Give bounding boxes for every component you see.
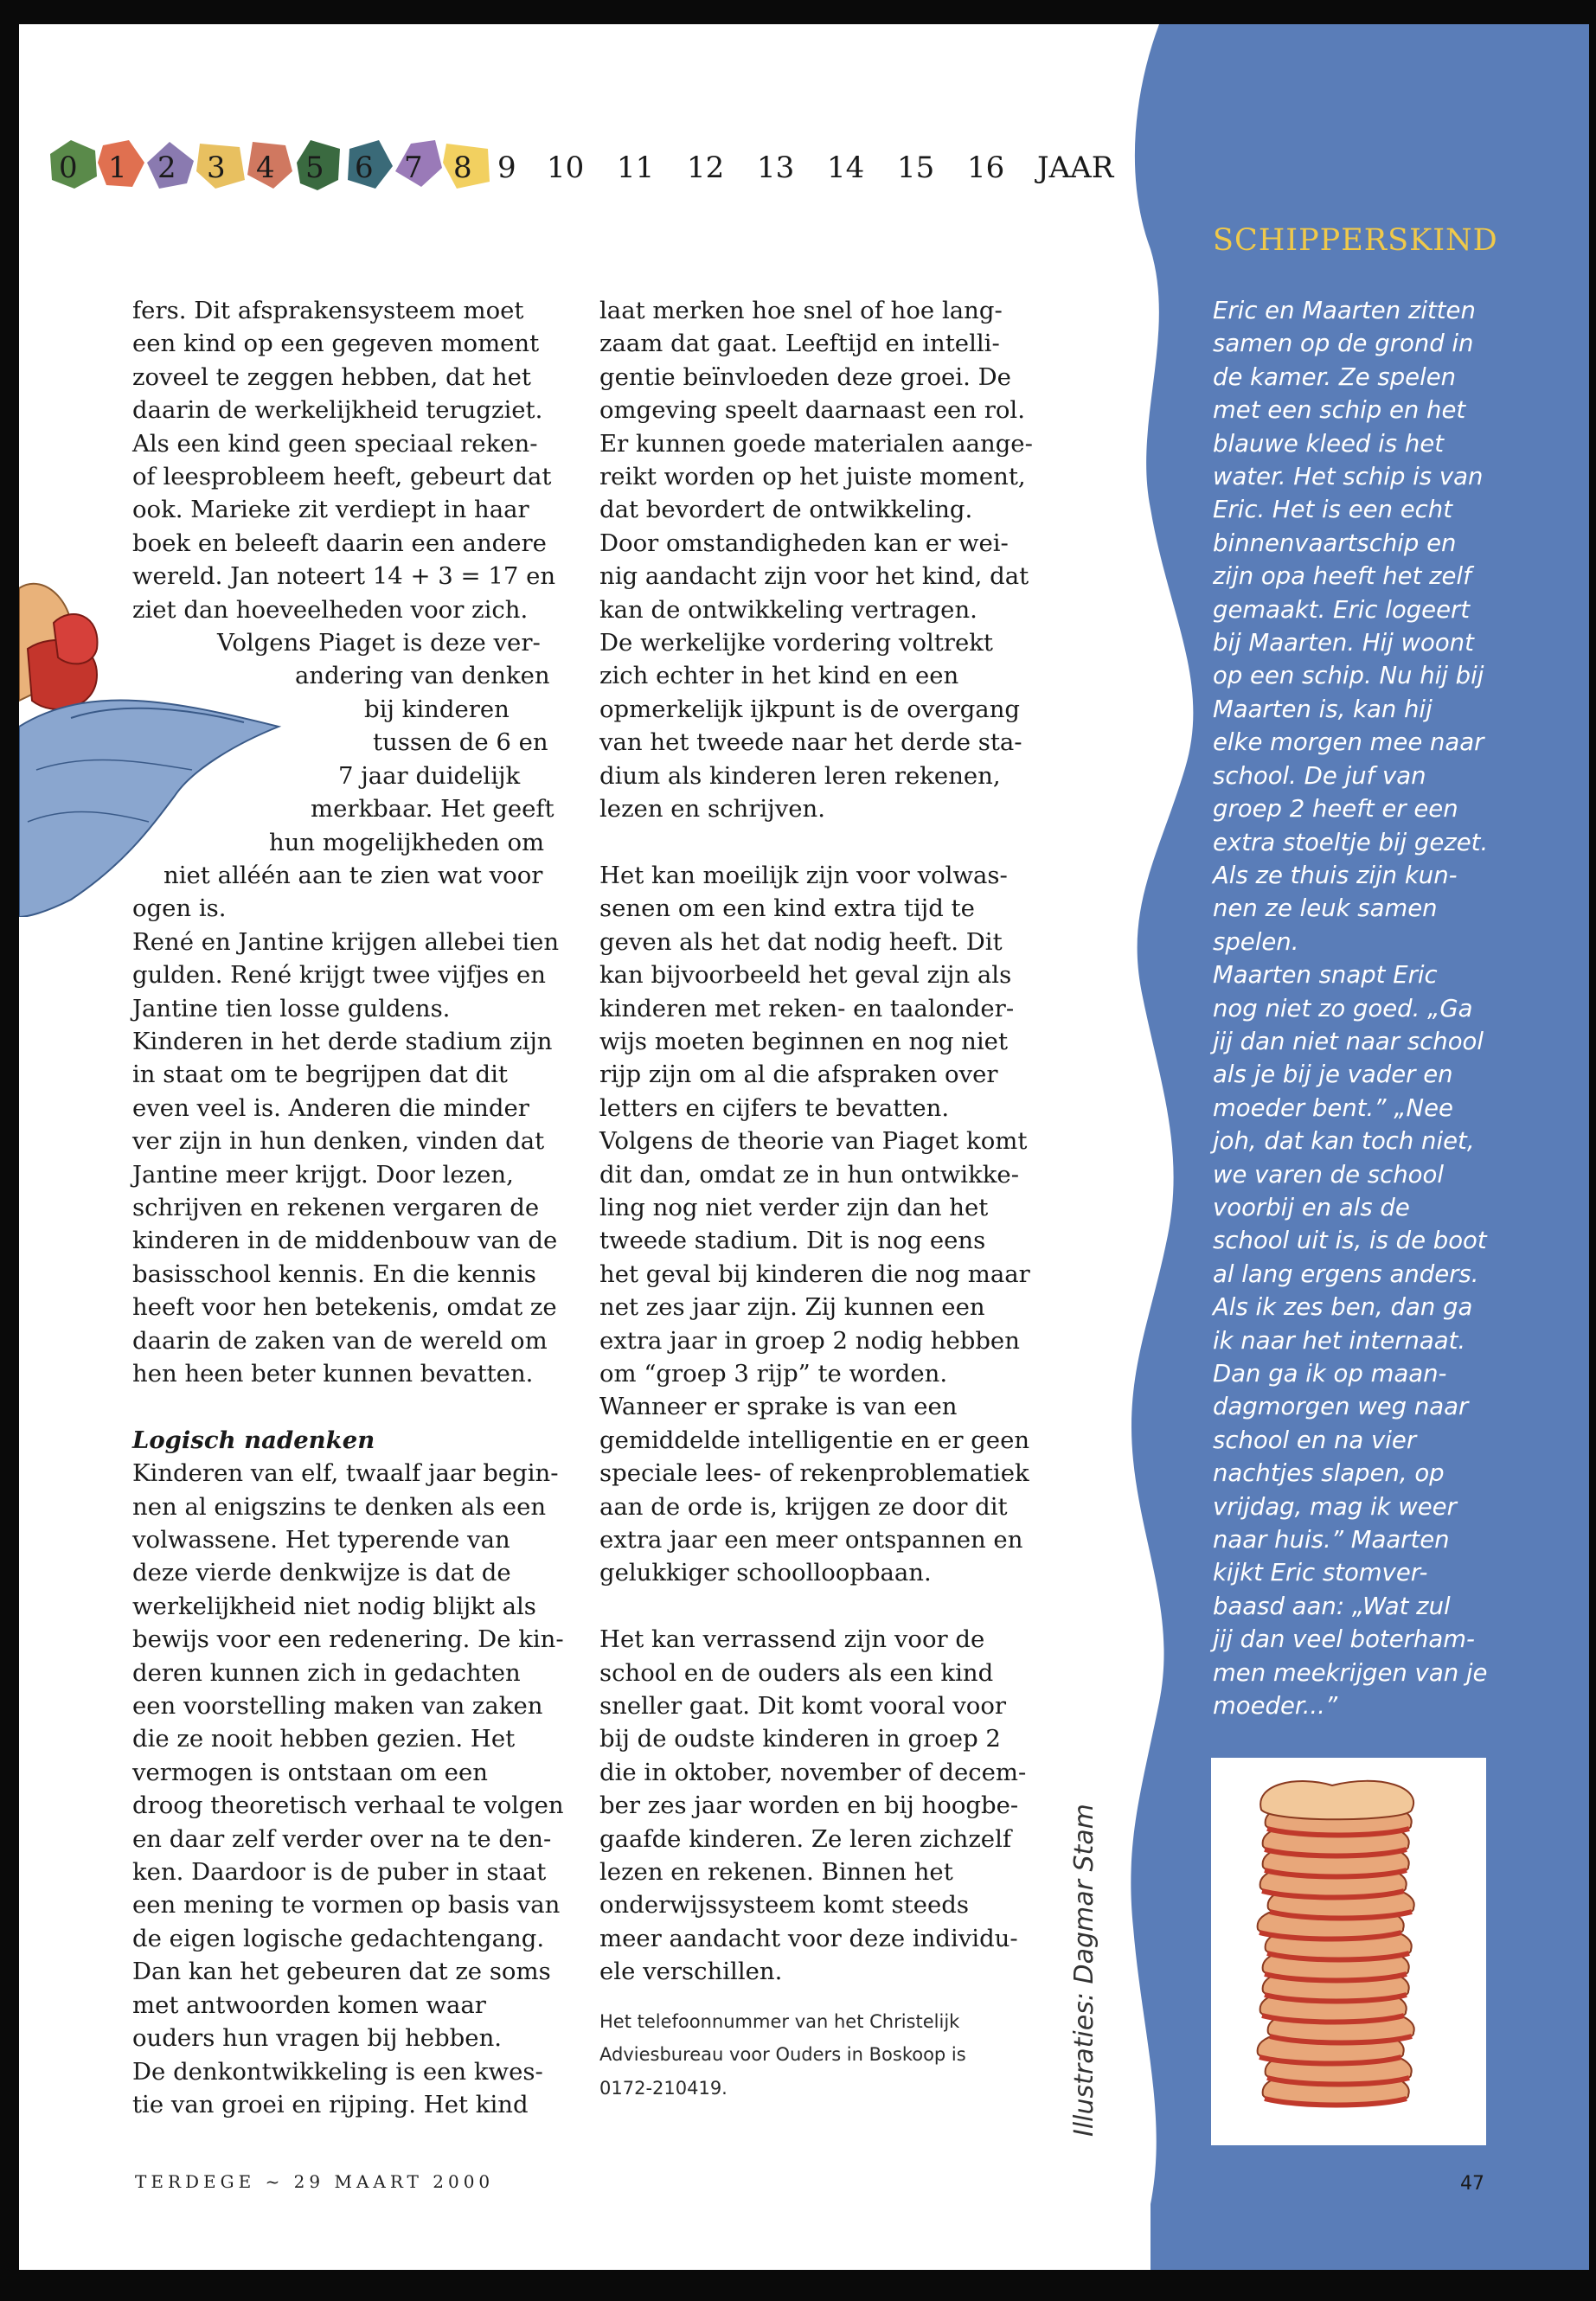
text-line: kan de ontwikkeling vertragen.	[599, 595, 977, 624]
age-number: 6	[355, 151, 374, 185]
text-line: rijp zijn om al die afspraken over	[599, 1061, 998, 1089]
sidebar-line: jij dan veel boterham-	[1213, 1625, 1475, 1654]
sidebar-line: met een schip en het	[1213, 396, 1466, 425]
text-line: in staat om te begrijpen dat dit	[132, 1061, 508, 1089]
age-number: 1	[108, 151, 127, 185]
subheading: Logisch nadenken	[132, 1426, 375, 1454]
text-line: onderwijssysteem komt steeds	[599, 1891, 969, 1920]
text-line: heeft voor hen betekenis, omdat ze	[132, 1293, 557, 1322]
age-number: 12	[687, 151, 725, 185]
text-line: ook. Marieke zit verdiept in haar	[132, 496, 529, 524]
text-line: werkelijkheid niet nodig blijkt als	[132, 1592, 536, 1620]
text-line: vermogen is ontstaan om een	[132, 1758, 488, 1786]
publication-footer: TERDEGE ~ 29 MAART 2000	[135, 2171, 495, 2192]
age-scale	[45, 137, 1170, 199]
text-line: hen heen beter kunnen bevatten.	[132, 1360, 534, 1388]
text-line: lezen en rekenen. Binnen het	[599, 1858, 953, 1887]
sidebar-line: al lang ergens anders.	[1213, 1259, 1479, 1288]
sidebar-line: school uit is, is de boot	[1213, 1227, 1487, 1255]
scan-border-top	[0, 0, 1596, 24]
text-line: dat bevordert de ontwikkeling.	[599, 496, 973, 524]
text-line: daarin de zaken van de wereld om	[132, 1326, 548, 1355]
text-line: Volgens de theorie van Piaget komt	[599, 1127, 1028, 1156]
text-line: De denkontwikkeling is een kwes-	[132, 2057, 543, 2086]
text-line: net zes jaar zijn. Zij kunnen een	[599, 1293, 985, 1322]
text-line: gulden. René krijgt twee vijfjes en	[132, 961, 546, 990]
text-line: ken. Daardoor is de puber in staat	[132, 1858, 547, 1887]
text-line: ouders hun vragen bij hebben.	[132, 2024, 503, 2053]
sidebar-line: Dan ga ik op maan-	[1213, 1360, 1447, 1388]
text-line: Het kan moeilijk zijn voor volwas-	[599, 861, 1008, 889]
age-number: 3	[207, 151, 226, 185]
age-number: 9	[497, 151, 516, 185]
text-line: lezen en schrijven.	[599, 795, 825, 824]
text-line: fers. Dit afsprakensysteem moet	[132, 297, 524, 324]
article-column-1	[132, 294, 565, 2121]
text-line: wereld. Jan noteert 14 + 3 = 17 en	[132, 562, 556, 591]
text-line: droog theoretisch verhaal te volgen	[132, 1791, 564, 1820]
text-line: René en Jantine krijgen allebei tien	[132, 927, 560, 956]
sidebar-line: als je bij je vader en	[1213, 1061, 1453, 1089]
text-line: met antwoorden komen waar	[132, 1990, 486, 2019]
sidebar-line: nog niet zo goed. „Ga	[1213, 994, 1473, 1022]
text-line: senen om een kind extra tijd te	[599, 894, 975, 923]
sidebar-line: naar huis.” Maarten	[1213, 1526, 1450, 1554]
text-line: ling nog niet verder zijn dan het	[599, 1193, 989, 1221]
sidebar-line: nachtjes slapen, op	[1213, 1459, 1445, 1488]
text-line: speciale lees- of rekenproblematiek	[599, 1459, 1029, 1488]
text-line: ele verschillen.	[599, 1958, 783, 1986]
article-column-2	[599, 294, 1032, 2105]
text-line: een kind op een gegeven moment	[132, 330, 540, 358]
text-line: even veel is. Anderen die minder	[132, 1093, 529, 1122]
text-line: tussen de 6 en	[373, 728, 548, 757]
sidebar-line: Eric. Het is een echt	[1213, 496, 1453, 524]
sidebar-line: school. De juf van	[1213, 761, 1426, 790]
text-line: ver zijn in hun denken, vinden dat	[132, 1127, 545, 1156]
sidebar-line: moeder...”	[1213, 1692, 1338, 1721]
text-line: die in oktober, november of decem-	[599, 1758, 1027, 1786]
age-number: 5	[305, 151, 324, 185]
sidebar-line: de kamer. Ze spelen	[1213, 362, 1457, 391]
text-line: school en de ouders als een kind	[599, 1658, 994, 1687]
sidebar-line: elke morgen mee naar	[1213, 728, 1484, 757]
sidebar-line: water. Het schip is van	[1213, 463, 1484, 491]
note-line: Het telefoonnummer van het Christelijk	[599, 2010, 960, 2032]
age-number: 0	[59, 151, 78, 185]
text-line: en daar zelf verder over na te den-	[132, 1824, 552, 1853]
text-line: kinderen in de middenbouw van de	[132, 1227, 558, 1255]
bread-stack-illustration	[1211, 1758, 1486, 2145]
text-line: 7 jaar duidelijk	[338, 761, 521, 790]
sidebar-line: men meekrijgen van je	[1213, 1658, 1488, 1687]
sidebar-line: zijn opa heeft het zelf	[1213, 562, 1471, 591]
age-number: 7	[404, 151, 423, 185]
text-line: andering van denken	[295, 662, 550, 690]
text-line: reikt worden op het juiste moment,	[599, 463, 1026, 491]
text-line: Er kunnen goede materialen aange-	[599, 429, 1033, 458]
text-line: bewijs voor een redenering. De kin-	[132, 1625, 564, 1654]
sidebar-line: jij dan niet naar school	[1213, 1027, 1484, 1055]
text-line: Dan kan het gebeuren dat ze soms	[132, 1958, 551, 1986]
sidebar-line: school en na vier	[1213, 1426, 1417, 1454]
text-line: een mening te vormen op basis van	[132, 1891, 561, 1920]
text-line: deren kunnen zich in gedachten	[132, 1658, 521, 1687]
sidebar-line: extra stoeltje bij gezet.	[1213, 828, 1489, 856]
sidebar-line: voorbij en als de	[1213, 1193, 1410, 1221]
text-line: wijs moeten beginnen en nog niet	[599, 1027, 1008, 1055]
text-line: De werkelijke vordering voltrekt	[599, 629, 993, 657]
sidebar-line: Eric en Maarten zitten	[1213, 297, 1476, 324]
sidebar-line: vrijdag, mag ik weer	[1213, 1492, 1457, 1521]
text-line: gelukkiger schoolloopbaan.	[599, 1559, 932, 1587]
sidebar-line: dagmorgen weg naar	[1213, 1393, 1469, 1421]
scan-border-left	[0, 0, 19, 2301]
text-line: zoveel te zeggen hebben, dat het	[132, 362, 531, 391]
age-unit: JAAR	[1037, 151, 1114, 185]
scan-border-bottom	[0, 2270, 1596, 2301]
sidebar-line: op een schip. Nu hij bij	[1213, 662, 1484, 690]
text-line: Wanneer er sprake is van een	[599, 1393, 958, 1421]
sidebar-line: binnenvaartschip en	[1213, 529, 1457, 557]
text-line: dium als kinderen leren rekenen,	[599, 761, 1001, 790]
age-number: 15	[897, 151, 935, 185]
note-line: Adviesbureau voor Ouders in Boskoop is	[599, 2044, 966, 2066]
sidebar-title: SCHIPPERSKIND	[1213, 223, 1498, 258]
text-line: ziet dan hoeveelheden voor zich.	[132, 595, 529, 624]
text-line: extra jaar een meer ontspannen en	[599, 1526, 1023, 1554]
text-line: letters en cijfers te bevatten.	[599, 1093, 950, 1122]
sidebar-line: groep 2 heeft er een	[1213, 795, 1458, 824]
age-number: 2	[157, 151, 176, 185]
age-number: 16	[967, 151, 1005, 185]
text-line: hun mogelijkheden om	[269, 828, 545, 856]
sidebar-line: blauwe kleed is het	[1213, 429, 1444, 458]
text-line: extra jaar in groep 2 nodig hebben	[599, 1326, 1020, 1355]
text-line: gemiddelde intelligentie en er geen	[599, 1426, 1030, 1454]
text-line: omgeving speelt daarnaast een rol.	[599, 396, 1025, 425]
text-line: ber zes jaar worden en bij hoogbe-	[599, 1791, 1019, 1820]
sidebar-line: joh, dat kan toch niet,	[1213, 1127, 1475, 1156]
bread-top-slice	[1260, 1781, 1413, 1819]
text-line: nen al enigszins te denken als een	[132, 1492, 547, 1521]
sidebar-line: ik naar het internaat.	[1213, 1326, 1466, 1355]
sidebar-line: baasd aan: „Wat zul	[1213, 1592, 1451, 1620]
age-number: 8	[453, 151, 472, 185]
age-number: 11	[617, 151, 655, 185]
text-line: Kinderen in het derde stadium zijn	[132, 1027, 553, 1055]
text-line: tie van groei en rijping. Het kind	[132, 2090, 529, 2118]
text-line: het geval bij kinderen die nog maar	[599, 1259, 1030, 1288]
text-line: Als een kind geen speciaal reken-	[132, 429, 538, 458]
sidebar-line: we varen de school	[1213, 1160, 1444, 1189]
sidebar-line: Als ik zes ben, dan ga	[1213, 1293, 1473, 1322]
text-line: sneller gaat. Dit komt vooral voor	[599, 1692, 1007, 1721]
text-line: volwassene. Het typerende van	[132, 1526, 510, 1554]
text-line: boek en beleeft daarin een andere	[132, 529, 547, 557]
sidebar-line: Als ze thuis zijn kun-	[1213, 861, 1458, 889]
text-line: aan de orde is, krijgen ze door dit	[599, 1492, 1008, 1521]
age-number: 14	[827, 151, 865, 185]
sidebar-line: Maarten snapt Eric	[1213, 961, 1438, 990]
text-line: een voorstelling maken van zaken	[132, 1692, 543, 1721]
text-line: bij kinderen	[364, 695, 510, 723]
illustration-credit: Illustraties: Dagmar Stam	[1069, 1804, 1099, 2137]
text-line: Volgens Piaget is deze ver-	[217, 629, 541, 657]
text-line: niet alléén aan te zien wat voor	[163, 861, 543, 889]
sidebar-line: kijkt Eric stomver-	[1213, 1559, 1428, 1587]
text-line: Door omstandigheden kan er wei-	[599, 529, 1009, 557]
text-line: Het kan verrassend zijn voor de	[599, 1625, 985, 1654]
text-line: nig aandacht zijn voor het kind, dat	[599, 562, 1029, 591]
text-line: bij de oudste kinderen in groep 2	[599, 1725, 1001, 1753]
text-line: Kinderen van elf, twaalf jaar begin-	[132, 1459, 559, 1488]
text-line: ogen is.	[132, 894, 227, 923]
text-line: zich echter in het kind en een	[599, 662, 959, 690]
sidebar-line: bij Maarten. Hij woont	[1213, 629, 1474, 657]
text-line: daarin de werkelijkheid terugziet.	[132, 396, 543, 425]
text-line: geven als het dat nodig heeft. Dit	[599, 927, 1003, 956]
age-number: 10	[547, 151, 585, 185]
text-line: kan bijvoorbeeld het geval zijn als	[599, 961, 1012, 990]
text-line: die ze nooit hebben gezien. Het	[132, 1725, 516, 1753]
sidebar-line: moeder bent.” „Nee	[1213, 1093, 1453, 1122]
text-line: kinderen met reken- en taalonder-	[599, 994, 1015, 1022]
sidebar-line: nen ze leuk samen	[1213, 894, 1438, 923]
text-line: gaafde kinderen. Ze leren zichzelf	[599, 1824, 1012, 1853]
text-line: zaam dat gaat. Leeftijd en intelli-	[599, 330, 1000, 358]
text-line: merkbaar. Het geeft	[311, 795, 554, 824]
text-line: Jantine tien losse guldens.	[132, 994, 451, 1022]
age-number: 13	[757, 151, 795, 185]
text-line: deze vierde denkwijze is dat de	[132, 1559, 511, 1587]
note-line: 0172-210419.	[599, 2077, 727, 2099]
text-line: opmerkelijk ijkpunt is de overgang	[599, 695, 1021, 723]
text-line: Jantine meer krijgt. Door lezen,	[132, 1160, 514, 1189]
text-line: of leesprobleem heeft, gebeurt dat	[132, 463, 552, 491]
sidebar-line: gemaakt. Eric logeert	[1213, 595, 1471, 624]
text-line: om “groep 3 rijp” te worden.	[599, 1359, 948, 1388]
phone-note	[599, 2005, 1032, 2105]
illustration-frame	[1211, 1758, 1486, 2145]
sidebar-line: samen op de grond in	[1213, 330, 1474, 358]
text-line: gentie beïnvloeden deze groei. De	[599, 362, 1011, 391]
text-line: tweede stadium. Dit is nog eens	[599, 1227, 986, 1255]
text-line: meer aandacht voor deze individu-	[599, 1924, 1018, 1952]
sidebar-story	[1213, 294, 1507, 1722]
age-number: 4	[256, 151, 275, 185]
text-line: laat merken hoe snel of hoe lang-	[599, 297, 1003, 324]
text-line: schrijven en rekenen vergaren de	[132, 1193, 540, 1221]
page-number: 47	[1460, 2173, 1484, 2195]
sidebar-line: Maarten is, kan hij	[1213, 695, 1433, 723]
text-line: dit dan, omdat ze in hun ontwikke-	[599, 1160, 1019, 1189]
text-line: van het tweede naar het derde sta-	[599, 728, 1022, 757]
text-line: de eigen logische gedachtengang.	[132, 1924, 545, 1952]
scan-border-right	[1589, 0, 1596, 2301]
text-line: basisschool kennis. En die kennis	[132, 1259, 536, 1288]
sidebar-line: spelen.	[1213, 927, 1299, 956]
